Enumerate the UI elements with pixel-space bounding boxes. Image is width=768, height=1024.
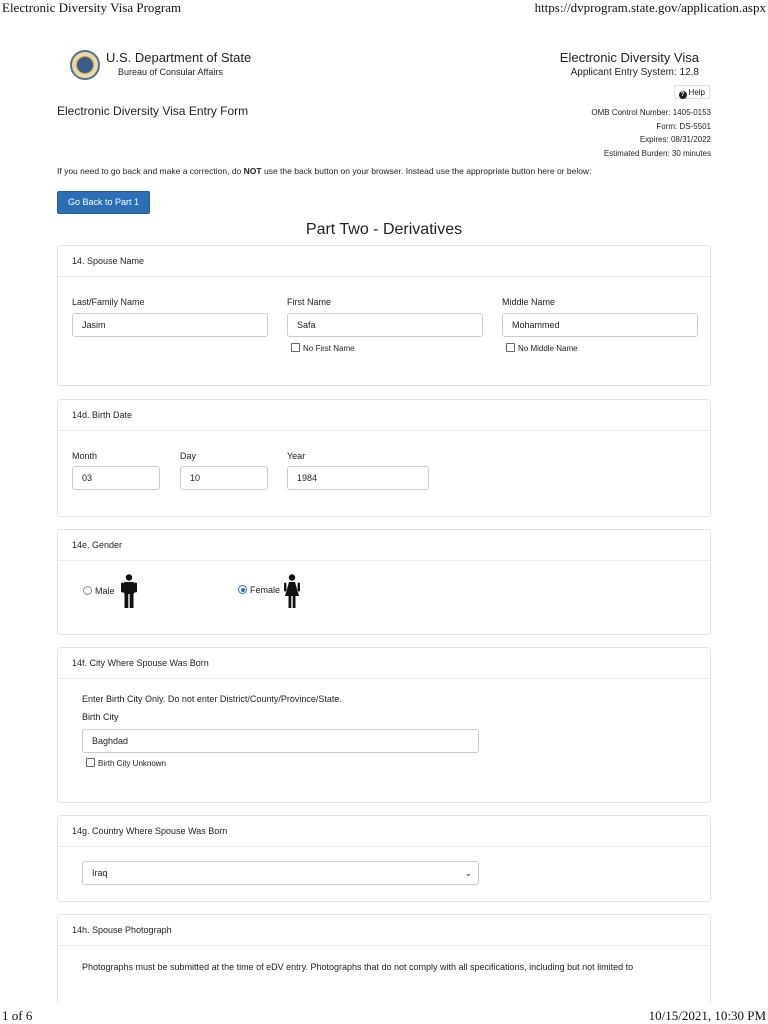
first-name-input[interactable]: Safa xyxy=(287,313,483,337)
chevron-down-icon: ⌄ xyxy=(464,868,472,878)
photo-instructions: Photographs must be submitted at the time of eDV entry. Photographs that do not comply with all specifications, including but not limited to xyxy=(82,962,634,972)
gender-panel xyxy=(57,529,711,635)
omb-info xyxy=(591,106,711,160)
spouse-name-panel xyxy=(57,245,711,386)
last-name-label: Last/Family Name xyxy=(72,297,145,307)
month-label: Month xyxy=(72,451,98,461)
no-middle-name-checkbox[interactable]: No Middle Name xyxy=(506,343,578,354)
print-footer xyxy=(0,1008,768,1024)
spouse-name-heading: 14. Spouse Name xyxy=(58,246,710,277)
birth-city-panel xyxy=(57,647,711,803)
female-person-icon xyxy=(284,574,300,608)
last-name-input[interactable]: Jasim xyxy=(72,313,268,337)
back-notice: If you need to go back and make a correction, do NOT use the back button on your browser. Instead use the appropriate button here or below: xyxy=(57,166,592,176)
print-page-number: 1 of 6 xyxy=(2,1008,33,1023)
edv-system-version: Applicant Entry System: 12.8 xyxy=(570,67,699,78)
birth-city-heading: 14f. City Where Spouse Was Born xyxy=(58,648,710,679)
year-input[interactable]: 1984 xyxy=(287,466,429,490)
birth-date-panel xyxy=(57,399,711,517)
birth-city-input[interactable]: Baghdad xyxy=(82,729,479,753)
department-name: U.S. Department of State xyxy=(106,50,252,65)
gender-heading: 14e. Gender xyxy=(58,530,710,561)
birth-country-heading: 14g. Country Where Spouse Was Born xyxy=(58,816,710,847)
birth-country-select[interactable]: Iraq ⌄ xyxy=(82,861,479,885)
middle-name-label: Middle Name xyxy=(502,297,556,307)
question-circle-icon: ? xyxy=(679,91,687,99)
go-back-part1-button[interactable]: Go Back to Part 1 xyxy=(57,191,150,214)
gender-male-radio[interactable]: Male xyxy=(83,585,115,597)
birth-date-heading: 14d. Birth Date xyxy=(58,400,710,431)
form-title: Electronic Diversity Visa Entry Form xyxy=(57,104,249,118)
male-person-icon xyxy=(121,574,137,608)
omb-expires: Expires: 08/31/2022 xyxy=(639,135,711,144)
no-first-name-checkbox[interactable]: No First Name xyxy=(291,343,355,354)
day-label: Day xyxy=(180,451,197,461)
bureau-name: Bureau of Consular Affairs xyxy=(118,67,223,77)
month-input[interactable]: 03 xyxy=(72,466,160,490)
omb-burden: Estimated Burden: 30 minutes xyxy=(603,148,711,158)
state-department-seal-icon xyxy=(70,50,100,80)
birth-country-panel xyxy=(57,815,711,902)
birth-city-label: Birth City xyxy=(82,712,119,722)
part-title: Part Two - Derivatives xyxy=(305,221,463,238)
birth-city-instructions: Enter Birth City Only. Do not enter District/County/Province/State. xyxy=(82,694,342,704)
help-label: Help xyxy=(688,88,705,97)
omb-control-number: OMB Control Number: 1405-0153 xyxy=(591,108,711,117)
birth-city-unknown-checkbox[interactable]: Birth City Unknown xyxy=(86,758,166,769)
gender-female-radio[interactable]: Female xyxy=(238,584,280,596)
first-name-label: First Name xyxy=(287,297,332,307)
edv-title: Electronic Diversity Visa xyxy=(559,50,699,65)
spouse-photo-heading: 14h. Spouse Photograph xyxy=(58,915,710,946)
print-url: https://dvprogram.state.gov/application.aspx xyxy=(534,0,766,15)
help-button[interactable] xyxy=(674,85,710,99)
year-label: Year xyxy=(287,451,306,461)
omb-form: Form: DS-5501 xyxy=(656,121,711,131)
print-datetime: 10/15/2021, 10:30 PM xyxy=(648,1008,766,1023)
spouse-photo-panel xyxy=(57,914,711,1004)
print-header xyxy=(0,0,768,18)
middle-name-input[interactable]: Mohammed xyxy=(502,313,698,337)
print-title: Electronic Diversity Visa Program xyxy=(2,0,182,15)
day-input[interactable]: 10 xyxy=(180,466,268,490)
